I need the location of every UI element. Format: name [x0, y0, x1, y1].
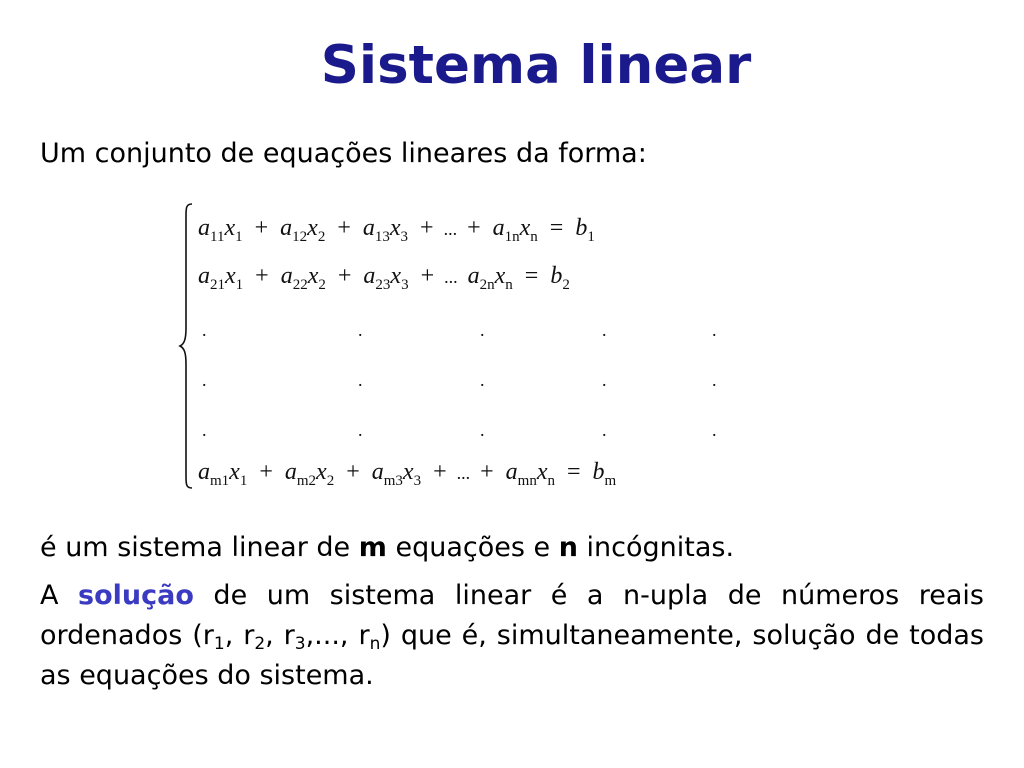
- solution-definition: A solução de um sistema linear é a n-upla de números reais ordenados ($r_1$, $r_2$, $r_3$,..., $r_n$) que é, simultaneamente, solução de todas as equações do sistema.: [40, 580, 984, 691]
- n-symbol: n: [558, 532, 578, 563]
- m-symbol: m: [358, 532, 387, 563]
- intro-text: Um conjunto de equações lineares da forma:: [40, 138, 647, 169]
- equation-row-2: $a_{21}x_1 + a_{22}x_2 + a_{23}x_3$ + ... $a_{2n}x_n = b_2$: [198, 263, 570, 293]
- system-description: é um sistema linear de m equações e n incógnitas.: [40, 532, 735, 563]
- equation-row-1: $a_{11}x_1 + a_{12}x_2 + a_{13}x_3$ + ... + $a_{1n}x_n = b_1$: [198, 215, 595, 245]
- vertical-dots-row-2: . . . . .: [202, 370, 717, 390]
- left-brace-icon: [176, 200, 200, 492]
- vertical-dots-row-1: . . . . .: [202, 320, 717, 340]
- linear-system-equations: [176, 200, 816, 492]
- solucao-highlight: solução: [78, 580, 194, 611]
- slide-title: Sistema linear: [320, 35, 752, 96]
- equation-row-m: $a_{m1}x_1 + a_{m2}x_2 + a_{m3}x_3$ + ... + $a_{mn}x_n = b_m$: [198, 459, 617, 489]
- vertical-dots-row-3: . . . . .: [202, 420, 717, 440]
